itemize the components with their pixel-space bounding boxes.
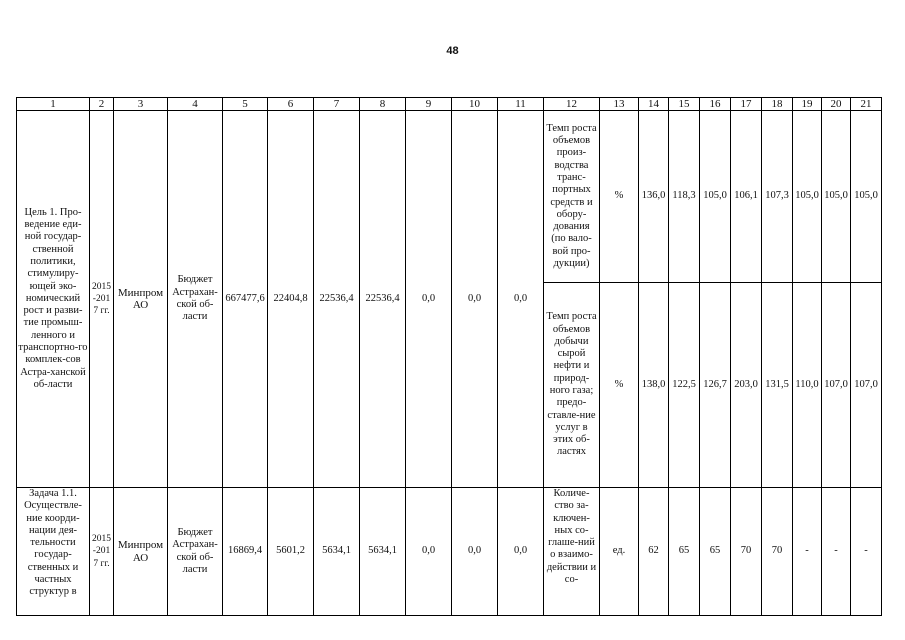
indicator-value: 105,0 <box>700 111 731 283</box>
col-header: 13 <box>600 98 639 111</box>
indicator-value: - <box>851 488 882 616</box>
indicator-value: 126,7 <box>700 283 731 488</box>
header-row <box>17 98 882 111</box>
task-row <box>17 488 882 616</box>
indicator-value: 107,0 <box>851 283 882 488</box>
indicator-value: 105,0 <box>851 111 882 283</box>
indicator-value: 118,3 <box>669 111 700 283</box>
col-header: 18 <box>762 98 793 111</box>
col-header: 12 <box>544 98 600 111</box>
indicator-value: 65 <box>700 488 731 616</box>
indicator-value: - <box>822 488 851 616</box>
col-header: 11 <box>498 98 544 111</box>
col-header: 8 <box>360 98 406 111</box>
col-header: 20 <box>822 98 851 111</box>
indicator-value: 105,0 <box>793 111 822 283</box>
indicator-value: 131,5 <box>762 283 793 488</box>
task-col11: 0,0 <box>498 488 544 616</box>
col-header: 3 <box>114 98 168 111</box>
col-header: 15 <box>669 98 700 111</box>
task-executor: Минпром АО <box>114 488 168 616</box>
indicator-value: 70 <box>762 488 793 616</box>
indicator-value: 138,0 <box>639 283 669 488</box>
goal-2016: 22536,4 <box>314 111 360 488</box>
indicator-value: - <box>793 488 822 616</box>
goal-col10: 0,0 <box>452 111 498 488</box>
indicator-value: 62 <box>639 488 669 616</box>
goal-name: Цель 1. Про-ведение еди-ной государ-ственной политики, стимулиру-ющей эко-номический рост и разви-тие промыш-ленного и транспортно-го комплек-сов Астра-ханской об-ласти <box>17 111 90 488</box>
indicator-name: Темп роста объемов добычи сырой нефти и природ-ного газа; предо-ставле-ние услуг в этих об-ластях <box>544 283 600 488</box>
page-number: 48 <box>446 45 459 57</box>
col-header: 16 <box>700 98 731 111</box>
col-header: 4 <box>168 98 223 111</box>
indicator-value: 70 <box>731 488 762 616</box>
goal-total: 667477,6 <box>223 111 268 488</box>
goal-row <box>17 111 882 283</box>
task-total: 16869,4 <box>223 488 268 616</box>
indicator-unit: % <box>600 111 639 283</box>
col-header: 19 <box>793 98 822 111</box>
task-col9: 0,0 <box>406 488 452 616</box>
indicator-unit: % <box>600 283 639 488</box>
goal-funding-source: Бюджет Астрахан-ской об-ласти <box>168 111 223 488</box>
col-header: 21 <box>851 98 882 111</box>
col-header: 9 <box>406 98 452 111</box>
indicator-value: 110,0 <box>793 283 822 488</box>
task-2016: 5634,1 <box>314 488 360 616</box>
indicator-value: 107,3 <box>762 111 793 283</box>
goal-executor: Минпром АО <box>114 111 168 488</box>
program-table <box>16 97 882 616</box>
indicator-value: 107,0 <box>822 283 851 488</box>
indicator-value: 203,0 <box>731 283 762 488</box>
col-header: 5 <box>223 98 268 111</box>
indicator-name: Количе-ство за-ключен-ных со-глаше-ний о взаимо-действии и со- <box>544 488 600 616</box>
goal-col11: 0,0 <box>498 111 544 488</box>
task-2015: 5601,2 <box>268 488 314 616</box>
col-header: 10 <box>452 98 498 111</box>
col-header: 6 <box>268 98 314 111</box>
goal-2015: 22404,8 <box>268 111 314 488</box>
task-2017: 5634,1 <box>360 488 406 616</box>
task-period: 2015-2017 гг. <box>90 488 114 616</box>
task-col10: 0,0 <box>452 488 498 616</box>
col-header: 17 <box>731 98 762 111</box>
goal-col9: 0,0 <box>406 111 452 488</box>
indicator-value: 106,1 <box>731 111 762 283</box>
indicator-value: 105,0 <box>822 111 851 283</box>
indicator-value: 122,5 <box>669 283 700 488</box>
indicator-unit: ед. <box>600 488 639 616</box>
task-funding-source: Бюджет Астрахан-ской об-ласти <box>168 488 223 616</box>
indicator-value: 65 <box>669 488 700 616</box>
col-header: 1 <box>17 98 90 111</box>
goal-2017: 22536,4 <box>360 111 406 488</box>
col-header: 14 <box>639 98 669 111</box>
goal-period: 2015-2017 гг. <box>90 111 114 488</box>
indicator-name: Темп роста объемов произ-водства транс-портных средств и обору-дования (по вало-вой про-дукции) <box>544 111 600 283</box>
task-name: Задача 1.1. Осуществле-ние коорди-нации дея-тельности государ-ственных и частных структур в <box>17 488 90 616</box>
indicator-value: 136,0 <box>639 111 669 283</box>
col-header: 2 <box>90 98 114 111</box>
col-header: 7 <box>314 98 360 111</box>
